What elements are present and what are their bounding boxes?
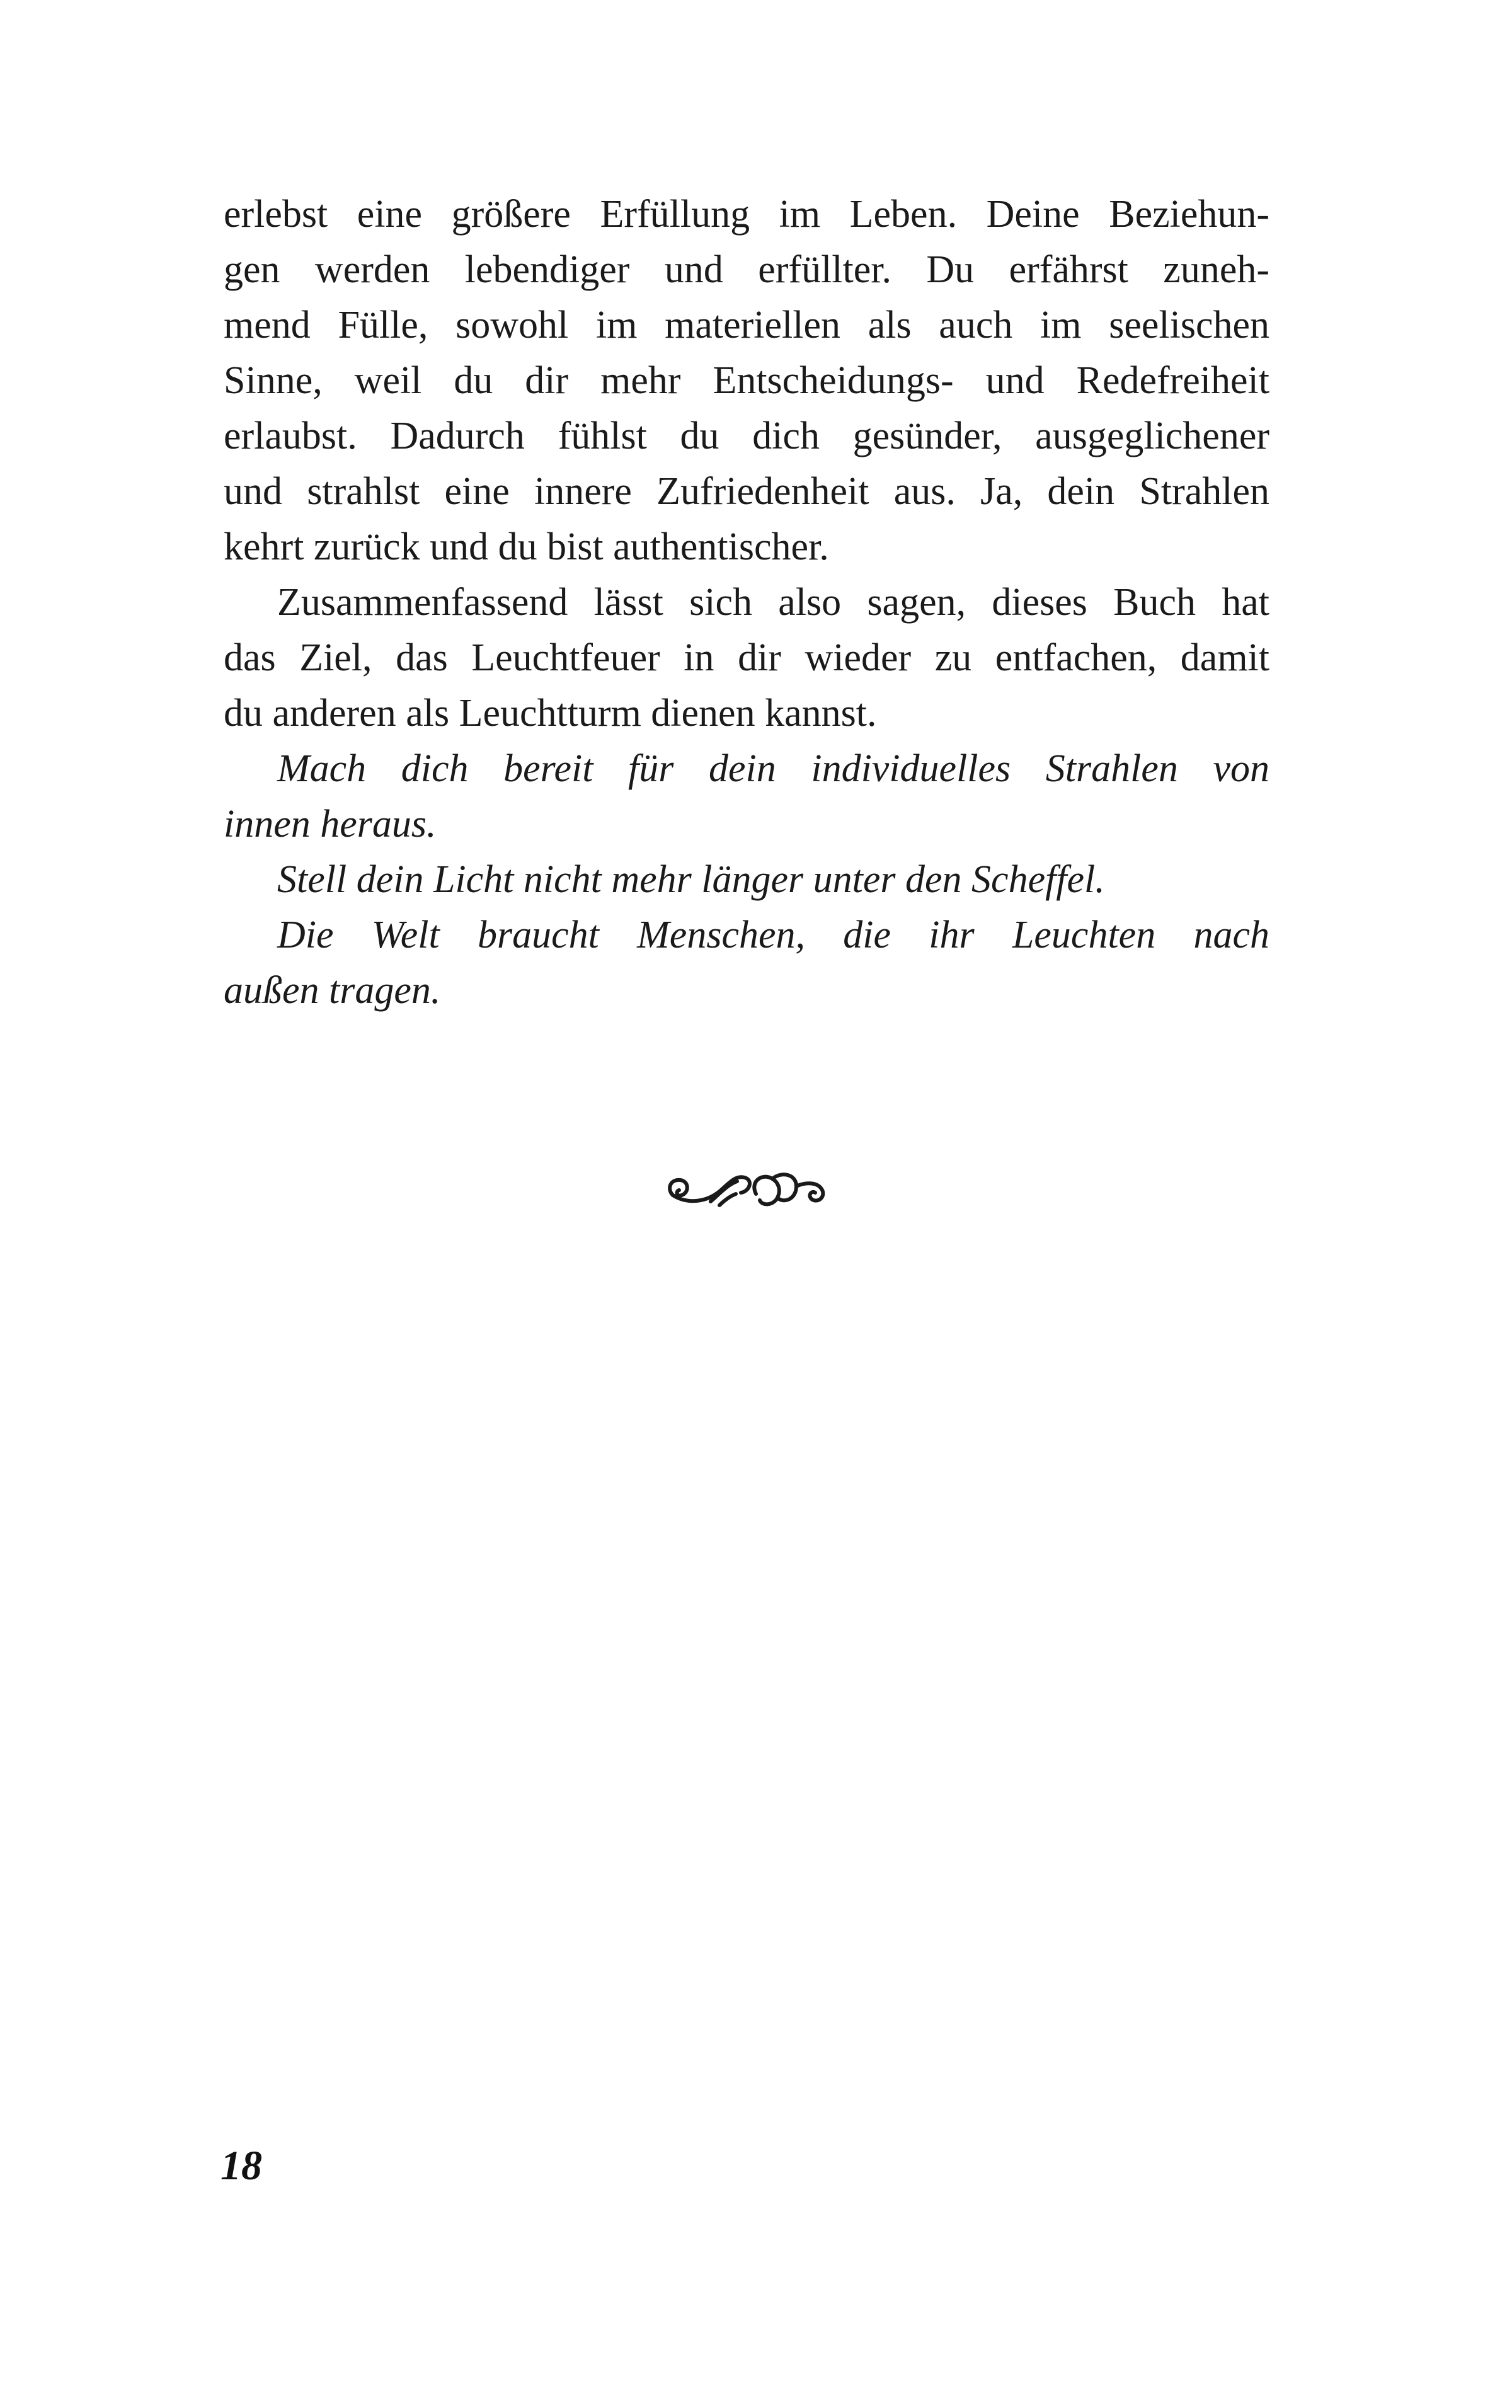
- italic-line: innen heraus.: [224, 803, 437, 846]
- text-line: das Ziel, das Leuchtfeuer in dir wieder zu entfachen, damit: [224, 636, 1269, 679]
- italic-line: Mach dich bereit für dein individuelles Strahlen von: [277, 747, 1269, 790]
- text-line: Sinne, weil du dir mehr Entscheidungs- und Redefreiheit: [224, 359, 1269, 402]
- italic-line: Die Welt braucht Menschen, die ihr Leuchten nach: [277, 914, 1269, 956]
- page-number: 18: [220, 2143, 262, 2189]
- italic-line: außen tragen.: [224, 969, 441, 1012]
- text-line: erlebst eine größere Erfüllung im Leben. Deine Beziehun-: [224, 193, 1269, 236]
- text-line: kehrt zurück und du bist authentischer.: [224, 525, 829, 568]
- text-line: und strahlst eine innere Zufriedenheit aus. Ja, dein Strahlen: [224, 470, 1269, 513]
- body-text: [224, 186, 1269, 1018]
- text-line: Zusammenfassend lässt sich also sagen, dieses Buch hat: [277, 581, 1269, 624]
- text-line: du anderen als Leuchtturm dienen kannst.: [224, 692, 877, 735]
- text-line: erlaubst. Dadurch fühlst du dich gesünder, ausgeglichener: [224, 415, 1269, 457]
- text-line: mend Fülle, sowohl im materiellen als auch im seelischen: [224, 304, 1269, 347]
- text-line: gen werden lebendiger und erfüllter. Du erfährst zuneh-: [224, 248, 1269, 291]
- italic-line: Stell dein Licht nicht mehr länger unter den Scheffel.: [277, 858, 1105, 901]
- flourish-ornament-icon: [662, 1156, 838, 1219]
